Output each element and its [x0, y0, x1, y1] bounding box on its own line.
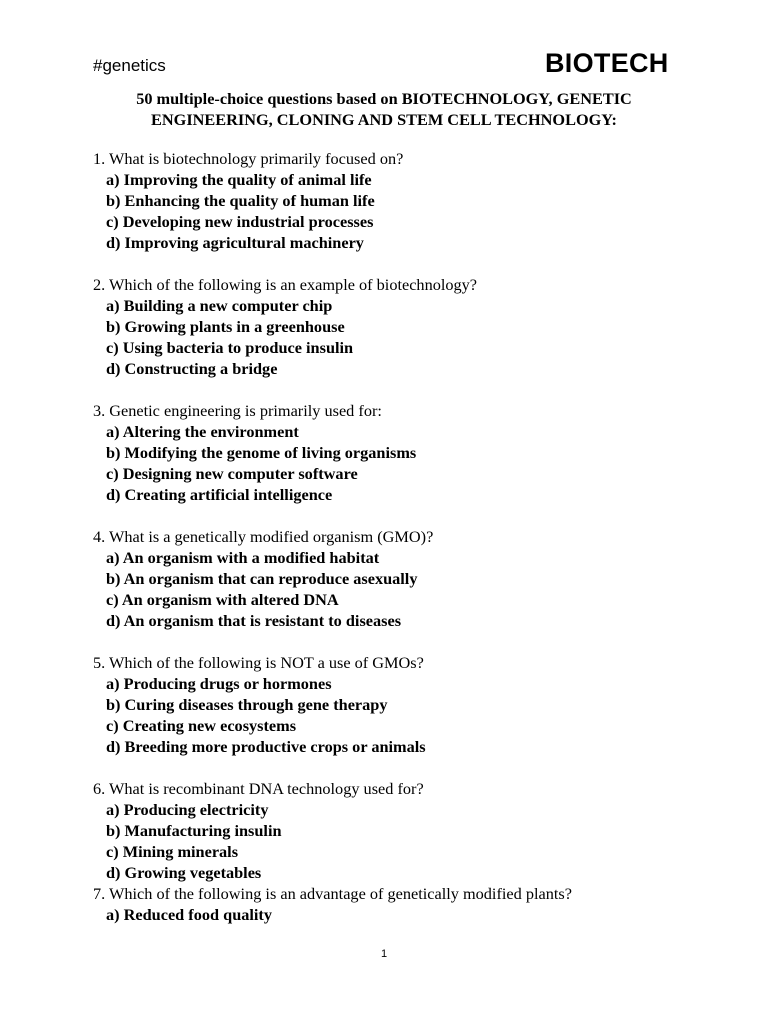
- question-2: [93, 274, 713, 379]
- question-list: [93, 148, 713, 925]
- question-text: 7. Which of the following is an advantage of genetically modified plants?: [93, 884, 572, 903]
- question-4: [93, 526, 713, 631]
- answer-option-c: c) Using bacteria to produce insulin: [106, 338, 354, 357]
- answer-option-c: c) An organism with altered DNA: [106, 590, 339, 609]
- answer-option-b: b) Growing plants in a greenhouse: [106, 317, 345, 336]
- answer-option-b: b) Curing diseases through gene therapy: [106, 695, 388, 714]
- question-text: 6. What is recombinant DNA technology used for?: [93, 779, 424, 798]
- question-text: 2. Which of the following is an example of biotechnology?: [93, 275, 478, 294]
- answer-option-b: b) An organism that can reproduce asexually: [106, 569, 418, 588]
- question-7: [93, 883, 713, 925]
- answer-option-a: a) Producing drugs or hormones: [106, 674, 332, 693]
- heading-line-2: ENGINEERING, CLONING AND STEM CELL TECHNOLOGY:: [151, 110, 617, 129]
- hashtag-label: #genetics: [93, 56, 166, 75]
- answer-option-c: c) Designing new computer software: [106, 464, 358, 483]
- question-text: 5. Which of the following is NOT a use of GMOs?: [93, 653, 424, 672]
- answer-option-a: a) Reduced food quality: [106, 905, 272, 924]
- answer-option-c: c) Mining minerals: [106, 842, 239, 861]
- answer-option-c: c) Developing new industrial processes: [106, 212, 374, 231]
- question-5: [93, 652, 713, 757]
- answer-option-b: b) Enhancing the quality of human life: [106, 191, 375, 210]
- question-6: [93, 778, 713, 883]
- question-text: 3. Genetic engineering is primarily used for:: [93, 401, 382, 420]
- answer-option-a: a) Building a new computer chip: [106, 296, 333, 315]
- answer-option-a: a) An organism with a modified habitat: [106, 548, 380, 567]
- answer-option-a: a) Altering the environment: [106, 422, 299, 441]
- question-text: 4. What is a genetically modified organism (GMO)?: [93, 527, 434, 546]
- answer-option-a: a) Improving the quality of animal life: [106, 170, 372, 189]
- answer-option-d: d) Breeding more productive crops or animals: [106, 737, 426, 756]
- answer-option-a: a) Producing electricity: [106, 800, 269, 819]
- heading-line-1: 50 multiple-choice questions based on BIOTECHNOLOGY, GENETIC: [136, 89, 632, 108]
- question-3: [93, 400, 713, 505]
- answer-option-d: d) Improving agricultural machinery: [106, 233, 364, 252]
- answer-option-c: c) Creating new ecosystems: [106, 716, 297, 735]
- question-1: [93, 148, 713, 253]
- answer-option-b: b) Modifying the genome of living organisms: [106, 443, 417, 462]
- answer-option-b: b) Manufacturing insulin: [106, 821, 282, 840]
- answer-option-d: d) Constructing a bridge: [106, 359, 278, 378]
- page-number: 1: [380, 948, 388, 960]
- question-text: 1. What is biotechnology primarily focused on?: [93, 149, 404, 168]
- answer-option-d: d) Growing vegetables: [106, 863, 262, 882]
- document-heading: [80, 88, 688, 130]
- answer-option-d: d) An organism that is resistant to diseases: [106, 611, 402, 630]
- brand-title: BIOTECH: [545, 48, 669, 78]
- answer-option-d: d) Creating artificial intelligence: [106, 485, 333, 504]
